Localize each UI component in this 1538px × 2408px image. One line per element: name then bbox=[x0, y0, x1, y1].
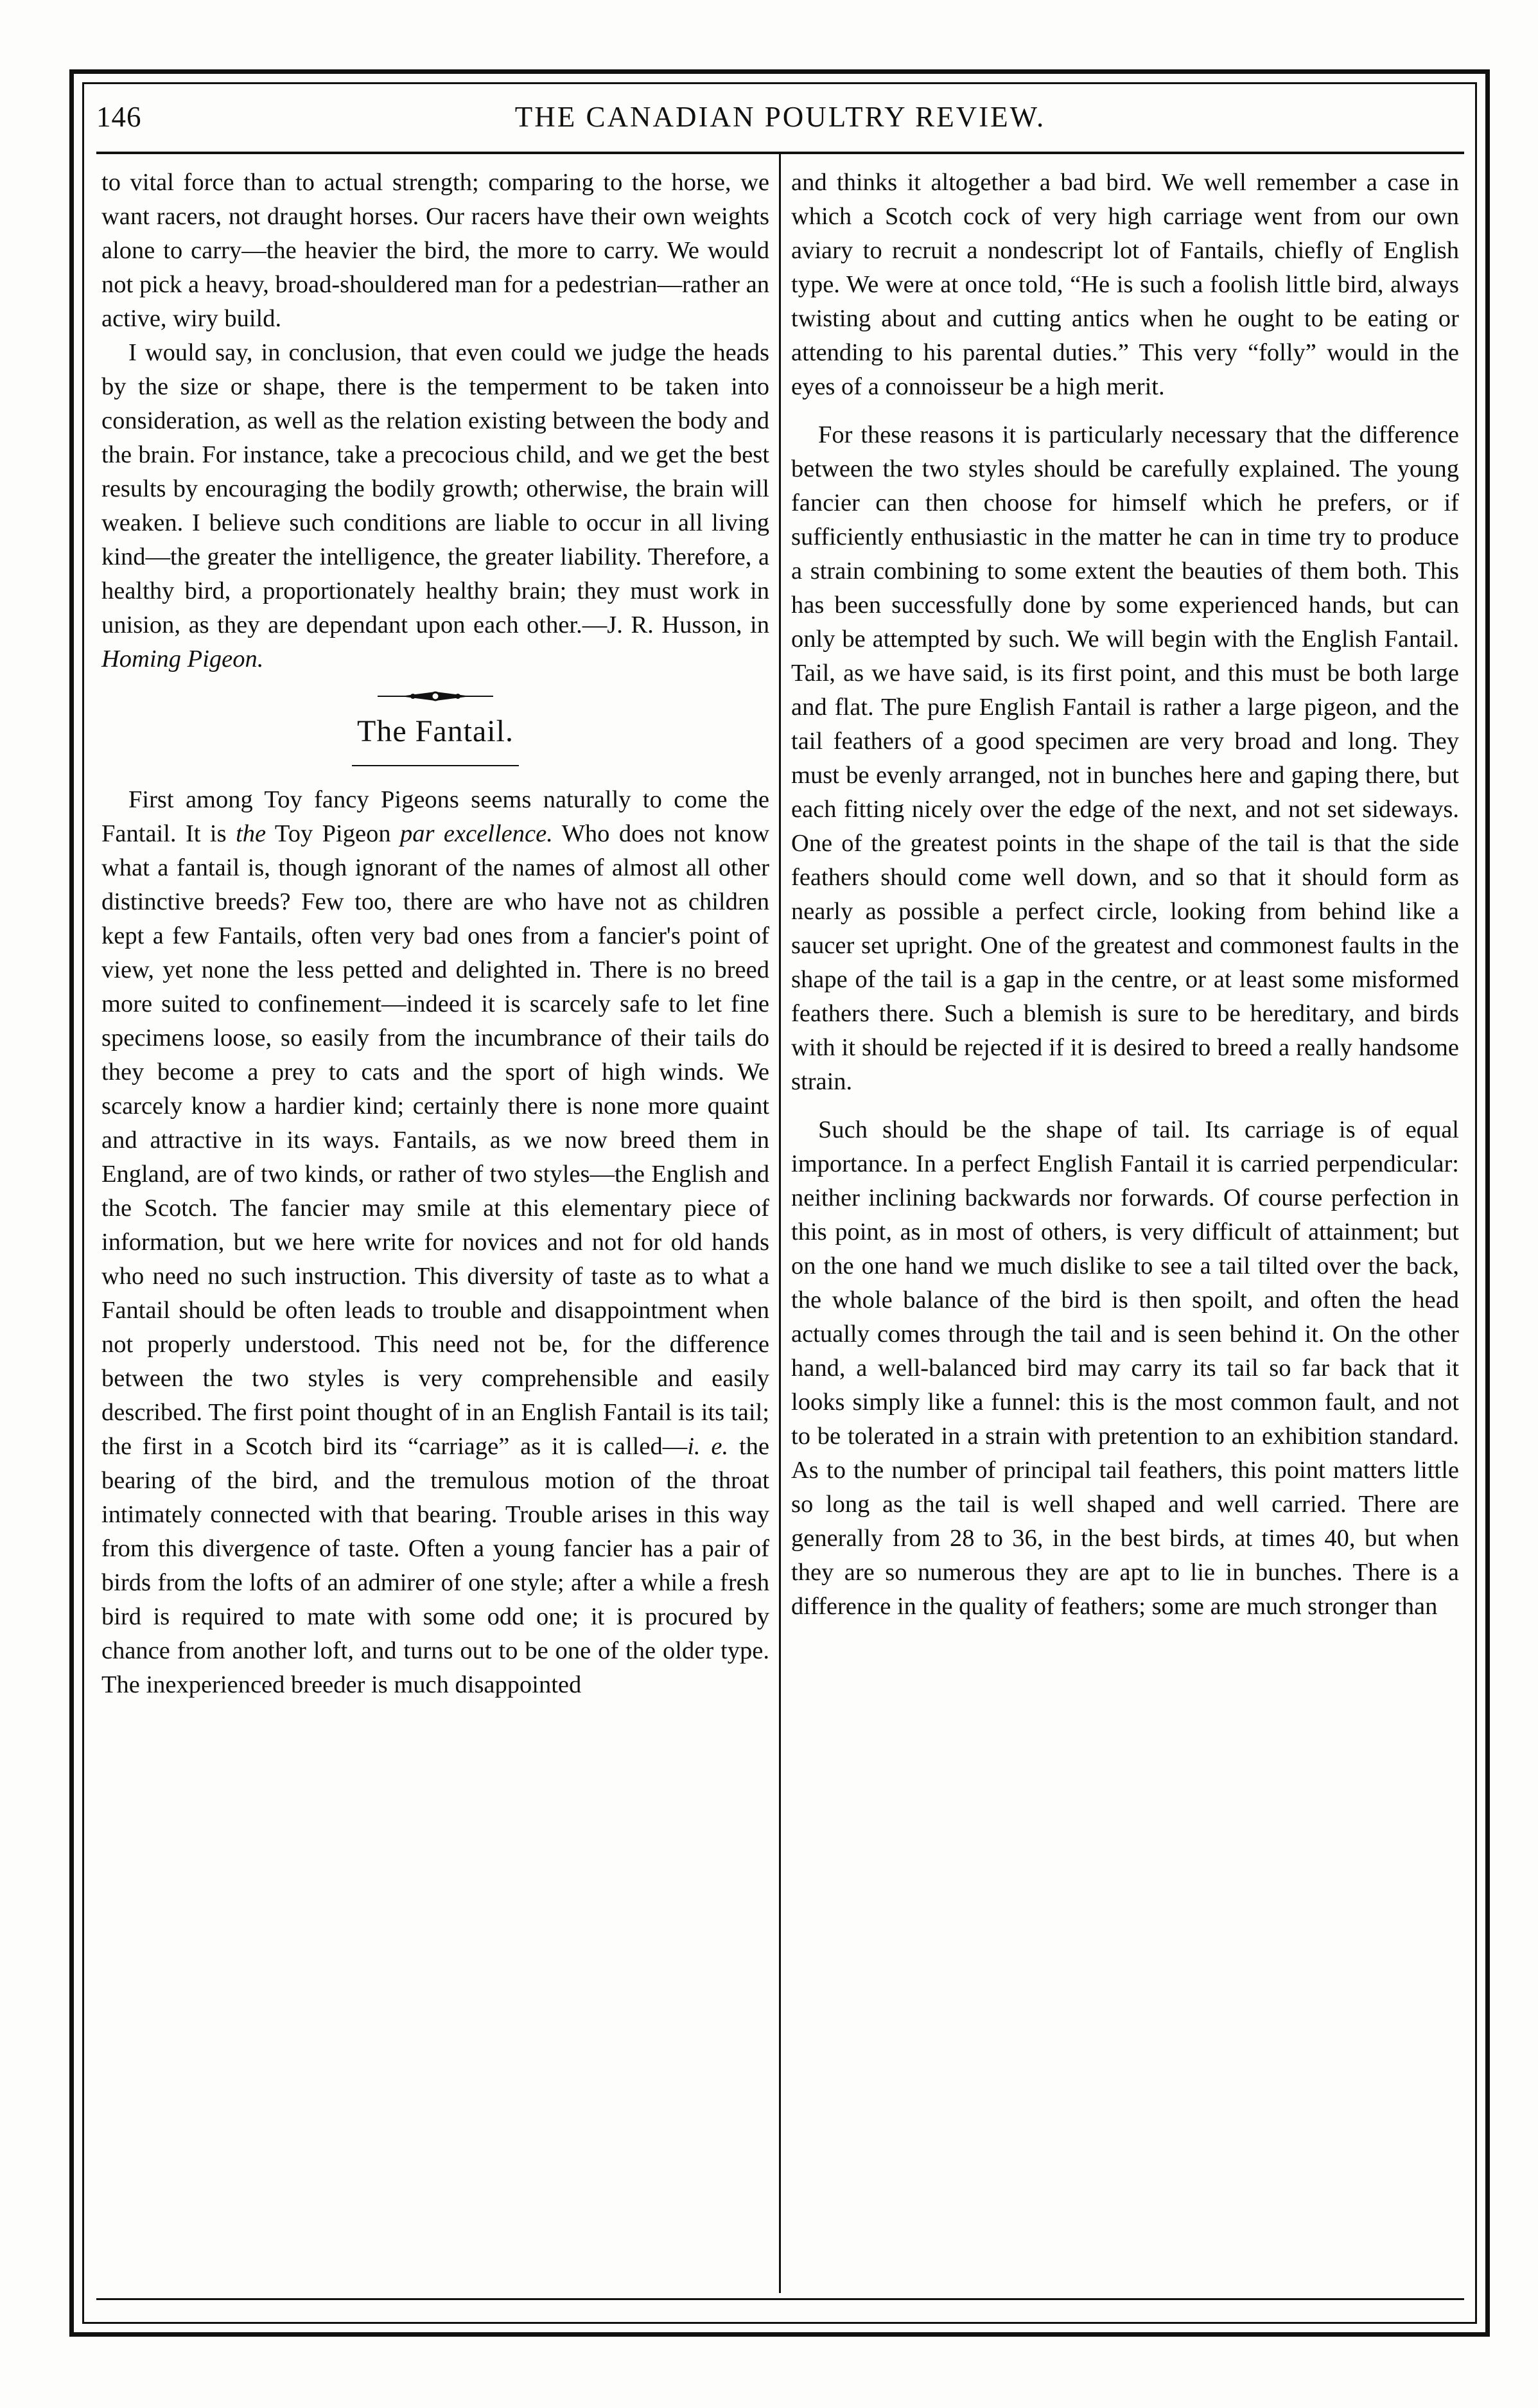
section-heading: The Fantail. bbox=[357, 714, 514, 748]
paragraph bbox=[101, 336, 769, 676]
page-number: 146 bbox=[96, 101, 142, 133]
ornament-icon bbox=[374, 687, 496, 706]
emphasis-text: the bbox=[236, 820, 267, 847]
running-title: THE CANADIAN POULTRY REVIEW. bbox=[514, 101, 1046, 133]
emphasis-text: i. e. bbox=[687, 1433, 729, 1460]
page-header bbox=[96, 91, 1464, 149]
paragraph: For these reasons it is particularly necessary that the difference between the two styles should be carefully explained. The young fancier can then choose for himself which he prefers, or if sufficiently enthusiastic in the matter he can in time try to produce a strain combining to some extent the beauties of them both. This has been successfully done by some experienced hands, but can only be attempted by such. We will begin with the English Fantail. Tail, as we have said, is its first point, and this must be both large and flat. The pure English Fantail is rather a large pigeon, and the tail feathers of a good specimen are very broad and long. They must be evenly arranged, not in bunches here and gaping there, but each fitting nicely over the edge of the next, and not set sideways. One of the greatest points in the shape of the tail is that the side feathers should come well down, and so that it should form as nearly as possible a perfect circle, looking from behind like a saucer set upright. One of the greatest and commonest faults in the shape of the tail is a gap in the centre, or at least some misformed feathers there. Such a blemish is sure to be hereditary, and birds with it should be rejected if it is desired to breed a really handsome strain. bbox=[791, 421, 1459, 1095]
bottom-rule bbox=[96, 2298, 1464, 2300]
paragraph-text: First among Toy fancy Pigeons seems naturally to come the Fantail. It is bbox=[101, 786, 769, 847]
paragraph-text: I would say, in conclusion, that even could we judge the heads by the size or shape, there is the temperment to be taken into consideration, as well as the relation existing between the body and the brain. For instance, take a precocious child, and we get the best results by encouraging the bodily growth; otherwise, the brain will weaken. I believe such conditions are liable to occur in all living kind—the greater the intelligence, the greater liability. Therefore, a healthy bird, a proportionately healthy brain; they must work in unision, as they are dependant upon each other.—J. R. Husson, in bbox=[101, 339, 769, 638]
paragraph: to vital force than to actual strength; comparing to the horse, we want racers, not draught horses. Our racers have their own weights alone to carry—the heavier the bird, the more to carry. We would not pick a heavy, broad-shouldered man for a pedestrian—rather an active, wiry build. bbox=[101, 169, 769, 332]
paragraph-text: the bearing of the bird, and the tremulous motion of the throat intimately connected with that bearing. Trouble arises in this way from this divergence of taste. Often a young fancier has a pair of birds from the lofts of an admirer of one style; after a while a fresh bird is required to mate with some odd one; it is procured by chance from another loft, and turns out to be one of the older type. The inexperienced breeder is much disappointed bbox=[101, 1433, 769, 1698]
emphasis-text: par excellence. bbox=[400, 820, 553, 847]
heading-rule bbox=[352, 765, 519, 766]
paragraph-text: Toy Pigeon bbox=[274, 820, 391, 847]
column-divider bbox=[779, 154, 781, 2293]
ornament-divider bbox=[101, 687, 769, 710]
paragraph: and thinks it altogether a bad bird. We well remember a case in which a Scotch cock of very high carriage went from our own aviary to recruit a nondescript lot of Fantails, chiefly of English type. We were at once told, “He is such a foolish little bird, always twisting about and cutting antics when he ought to be eating or attending to his parental duties.” This very “folly” would in the eyes of a connoisseur be a high merit. bbox=[791, 169, 1459, 400]
source-title: Homing Pigeon. bbox=[101, 646, 264, 672]
right-column bbox=[791, 166, 1459, 1624]
paragraph bbox=[101, 783, 769, 1702]
paragraph-text: Who does not know what a fantail is, though ignorant of the names of almost all other distinctive breeds? Few too, there are who have not as children kept a few Fantails, often very bad ones from a fancier's point of view, yet none the less petted and delighted in. There is no breed more suited to confinement—indeed it is scarcely safe to let fine specimens loose, so easily from the incumbrance of their tails do they become a prey to cats and the sport of high winds. We scarcely know a hardier kind; certainly there is none more quaint and attractive in its ways. Fantails, as we now breed them in England, are of two kinds, or rather of two styles—the English and the Scotch. The fancier may smile at this elementary piece of information, but we here write for novices and not for old hands who need no such instruction. This diversity of taste as to what a Fantail should be often leads to trouble and disappointment when not properly understood. This need not be, for the difference between the two styles is very comprehensible and easily described. The first point thought of in an English Fantail is its tail; the first in a Scotch bird its “carriage” as it is called— bbox=[101, 820, 770, 1460]
paragraph: Such should be the shape of tail. Its carriage is of equal importance. In a perfect English Fantail it is carried perpendicular: neither inclining backwards nor forwards. Of course perfection in this point, as in most of others, is very difficult of attainment; but on the one hand we much dislike to see a tail tilted over the back, the whole balance of the bird is then spoilt, and often the head actually comes through the tail and is seen behind it. On the other hand, a well-balanced bird may carry its tail so far back that it looks simply like a funnel: this is the most common fault, and not to be tolerated in a strain with pretention to an exhibition standard. As to the number of principal tail feathers, this point matters little so long as the tail is well shaped and well carried. There are generally from 28 to 36, in the best birds, at times 40, but when they are so numerous they are apt to lie in bunches. There is a difference in the quality of feathers; some are much stronger than bbox=[791, 1116, 1459, 1620]
left-column bbox=[101, 166, 769, 1702]
